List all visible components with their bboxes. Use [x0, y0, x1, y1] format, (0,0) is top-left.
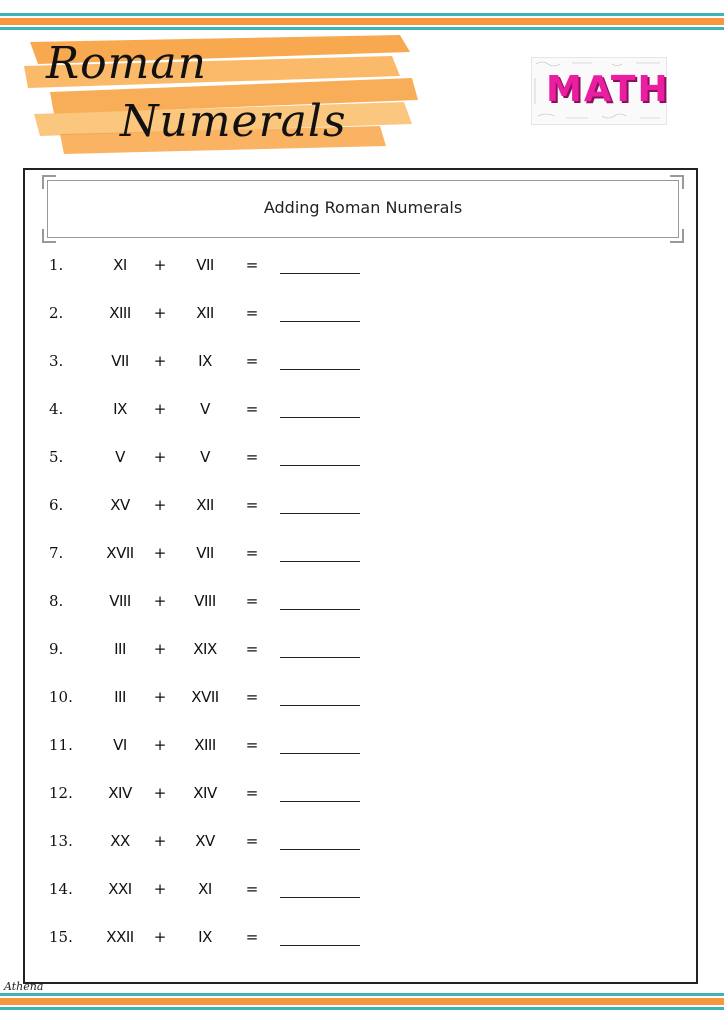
equals-sign: =	[245, 400, 259, 418]
corner-bracket	[42, 229, 56, 243]
problem-row	[25, 352, 700, 376]
plus-sign: +	[153, 304, 167, 322]
first-numeral: XV	[110, 496, 130, 514]
problem-number: 1.	[49, 256, 64, 274]
first-numeral: XIII	[109, 304, 131, 322]
worksheet-heading: Adding Roman Numerals	[263, 198, 463, 217]
equals-sign: =	[245, 928, 259, 946]
top-band-orange	[0, 18, 724, 25]
problem-number: 11.	[49, 736, 73, 754]
first-numeral: XXI	[108, 880, 132, 898]
equals-sign: =	[245, 256, 259, 274]
corner-bracket	[42, 175, 56, 189]
signature: Athena	[4, 980, 44, 993]
second-numeral: IX	[198, 352, 212, 370]
problem-row	[25, 592, 700, 616]
answer-blank[interactable]	[280, 801, 360, 802]
problem-number: 7.	[49, 544, 64, 562]
answer-blank[interactable]	[280, 513, 360, 514]
answer-blank[interactable]	[280, 321, 360, 322]
first-numeral: XX	[110, 832, 130, 850]
answer-blank[interactable]	[280, 273, 360, 274]
first-numeral: III	[114, 640, 126, 658]
second-numeral: XII	[196, 304, 214, 322]
plus-sign: +	[153, 832, 167, 850]
second-numeral: VII	[196, 544, 214, 562]
problem-number: 12.	[49, 784, 73, 802]
plus-sign: +	[153, 880, 167, 898]
problem-number: 13.	[49, 832, 73, 850]
first-numeral: III	[114, 688, 126, 706]
problem-number: 3.	[49, 352, 64, 370]
second-numeral: V	[200, 400, 210, 418]
answer-blank[interactable]	[280, 657, 360, 658]
second-numeral: XI	[198, 880, 212, 898]
problem-row	[25, 784, 700, 808]
problem-row	[25, 640, 700, 664]
plus-sign: +	[153, 592, 167, 610]
first-numeral: XI	[113, 256, 127, 274]
second-numeral: V	[200, 448, 210, 466]
problem-number: 8.	[49, 592, 64, 610]
problem-row	[25, 832, 700, 856]
bottom-band-teal-lower	[0, 1007, 724, 1010]
second-numeral: VII	[196, 256, 214, 274]
problem-row	[25, 928, 700, 952]
answer-blank[interactable]	[280, 849, 360, 850]
plus-sign: +	[153, 736, 167, 754]
equals-sign: =	[245, 544, 259, 562]
math-word: MATH	[546, 69, 670, 110]
bottom-band-orange	[0, 998, 724, 1005]
plus-sign: +	[153, 496, 167, 514]
plus-sign: +	[153, 688, 167, 706]
plus-sign: +	[153, 544, 167, 562]
math-logo	[531, 57, 670, 125]
second-numeral: XIII	[194, 736, 216, 754]
plus-sign: +	[153, 640, 167, 658]
answer-blank[interactable]	[280, 369, 360, 370]
corner-bracket	[670, 229, 684, 243]
first-numeral: XXII	[106, 928, 134, 946]
problem-number: 9.	[49, 640, 64, 658]
second-numeral: XVII	[191, 688, 219, 706]
equals-sign: =	[245, 592, 259, 610]
title-roman: Roman	[46, 38, 207, 89]
answer-blank[interactable]	[280, 465, 360, 466]
problem-row	[25, 304, 700, 328]
problem-row	[25, 736, 700, 760]
problem-row	[25, 688, 700, 712]
second-numeral: IX	[198, 928, 212, 946]
problem-row	[25, 256, 700, 280]
first-numeral: VI	[113, 736, 127, 754]
answer-blank[interactable]	[280, 897, 360, 898]
problem-row	[25, 544, 700, 568]
problem-row	[25, 448, 700, 472]
plus-sign: +	[153, 352, 167, 370]
first-numeral: IX	[113, 400, 127, 418]
heading-box	[47, 180, 679, 238]
first-numeral: VIII	[109, 592, 131, 610]
equals-sign: =	[245, 496, 259, 514]
bottom-band-teal-upper	[0, 993, 724, 996]
second-numeral: XII	[196, 496, 214, 514]
equals-sign: =	[245, 736, 259, 754]
plus-sign: +	[153, 256, 167, 274]
equals-sign: =	[245, 352, 259, 370]
answer-blank[interactable]	[280, 705, 360, 706]
second-numeral: VIII	[194, 592, 216, 610]
title-logo	[20, 30, 420, 160]
problem-number: 5.	[49, 448, 64, 466]
title-numerals: Numerals	[120, 96, 347, 147]
first-numeral: V	[115, 448, 125, 466]
problem-number: 6.	[49, 496, 64, 514]
second-numeral: XV	[195, 832, 215, 850]
top-band-teal-upper	[0, 13, 724, 16]
answer-blank[interactable]	[280, 417, 360, 418]
equals-sign: =	[245, 784, 259, 802]
worksheet-frame	[23, 168, 698, 984]
equals-sign: =	[245, 832, 259, 850]
problem-number: 4.	[49, 400, 64, 418]
answer-blank[interactable]	[280, 753, 360, 754]
answer-blank[interactable]	[280, 561, 360, 562]
first-numeral: XIV	[108, 784, 132, 802]
answer-blank[interactable]	[280, 609, 360, 610]
problem-row	[25, 400, 700, 424]
first-numeral: VII	[111, 352, 129, 370]
equals-sign: =	[245, 448, 259, 466]
problem-row	[25, 496, 700, 520]
plus-sign: +	[153, 928, 167, 946]
problem-number: 15.	[49, 928, 73, 946]
problem-number: 14.	[49, 880, 73, 898]
second-numeral: XIV	[193, 784, 217, 802]
equals-sign: =	[245, 304, 259, 322]
corner-bracket	[670, 175, 684, 189]
answer-blank[interactable]	[280, 945, 360, 946]
problem-number: 10.	[49, 688, 73, 706]
first-numeral: XVII	[106, 544, 134, 562]
equals-sign: =	[245, 640, 259, 658]
second-numeral: XIX	[193, 640, 217, 658]
plus-sign: +	[153, 784, 167, 802]
problem-number: 2.	[49, 304, 64, 322]
equals-sign: =	[245, 688, 259, 706]
plus-sign: +	[153, 400, 167, 418]
plus-sign: +	[153, 448, 167, 466]
problem-row	[25, 880, 700, 904]
equals-sign: =	[245, 880, 259, 898]
